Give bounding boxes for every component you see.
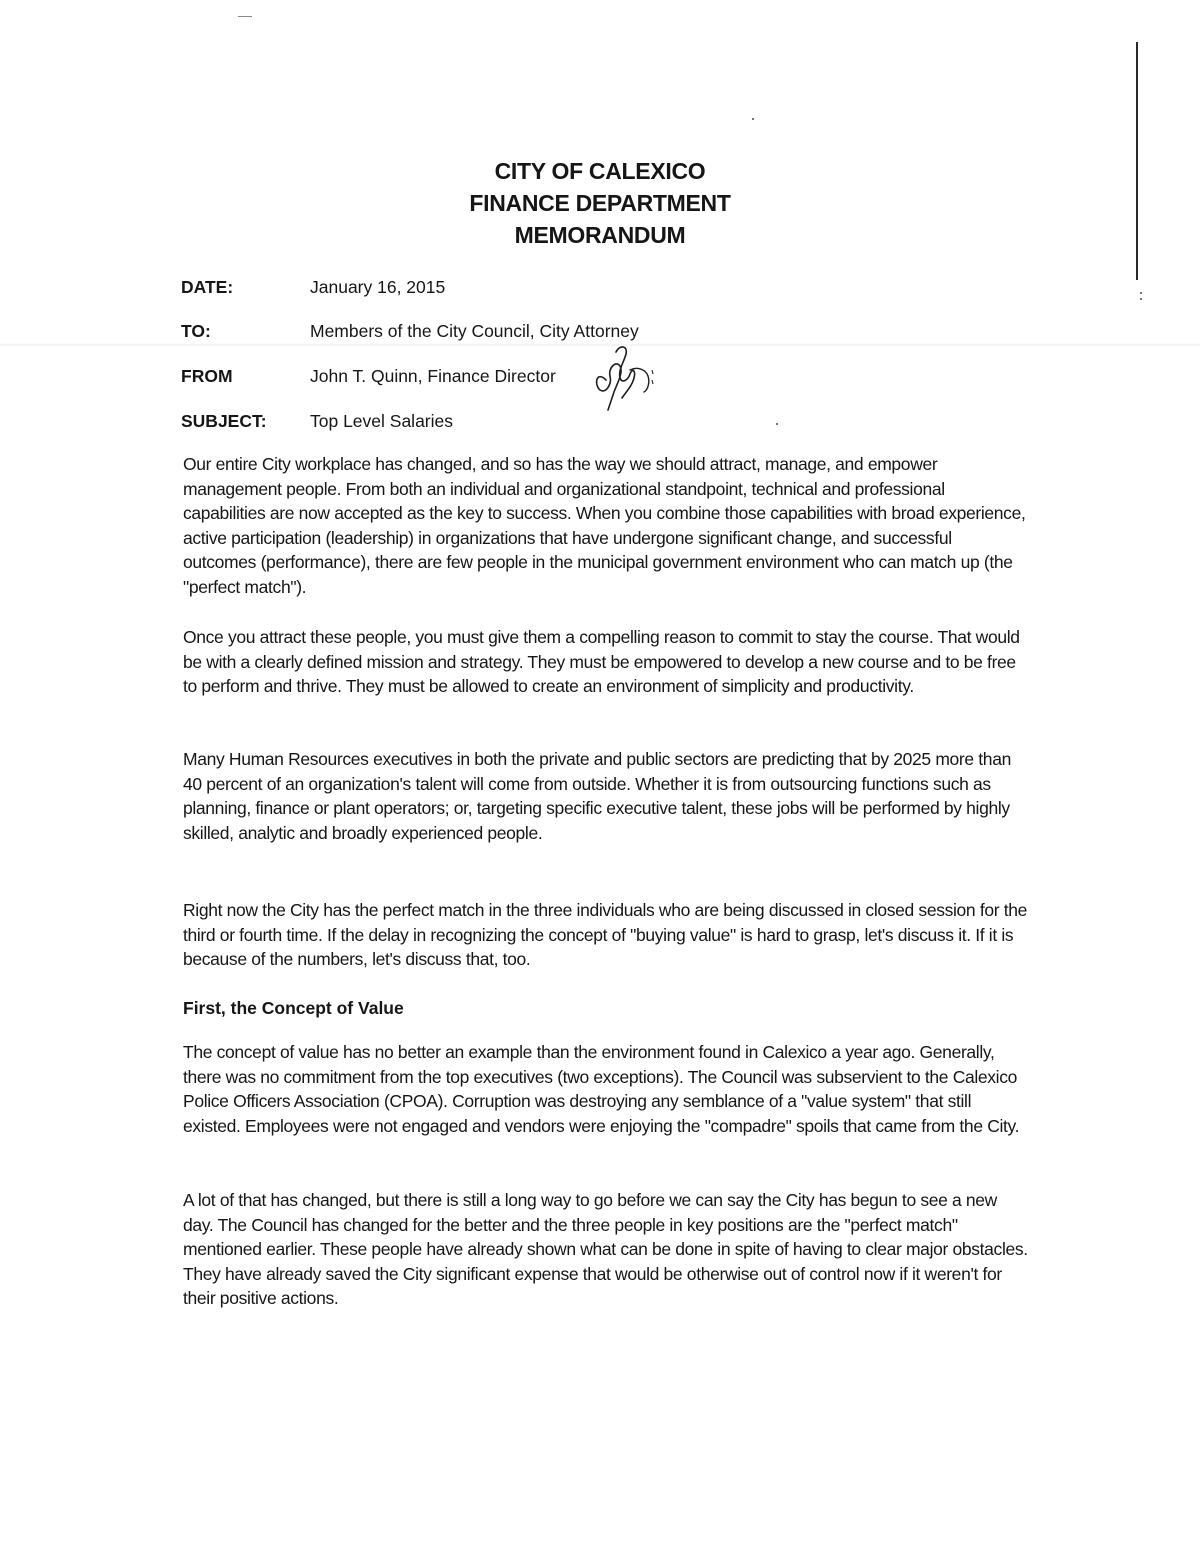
subject-label: SUBJECT: [181,411,267,431]
paragraph-3: Many Human Resources executives in both the private and public sectors are predicting that by 2025 more than 40 percent of an organization's talent will come from outside. Whether it is from outsourcing functions such as planning, finance or plant operators; or, targeting specific executive talent, these jobs will be performed by highly skilled, analytic and broadly experienced people. [183,749,1011,843]
handwritten-initials-signature [586,340,656,414]
memo-header [0,155,1200,251]
header-city: CITY OF CALEXICO [494,158,706,184]
date-label: DATE: [181,277,234,297]
scan-mark [238,16,252,17]
header-memorandum: MEMORANDUM [514,222,686,248]
scan-dot [776,423,778,425]
paragraph-1: Our entire City workplace has changed, and so has the way we should attract, manage, and empower management people. From both an individual and organizational standpoint, technical and professional capabilities are now accepted as the key to success. When you combine those capabilities with broad experience, active participation (leadership) in organizations that have undergone significant change, and successful outcomes (performance), there are few people in the municipal government environment who can match up (the "perfect match"). [183,454,1026,597]
scan-dot [1140,292,1142,294]
scan-dot [752,118,754,120]
date-value: January 16, 2015 [310,277,446,297]
header-department: FINANCE DEPARTMENT [469,190,731,216]
to-label: TO: [181,321,211,341]
from-value: John T. Quinn, Finance Director [310,366,556,386]
section-heading: First, the Concept of Value [183,998,404,1018]
section-paragraph-1: The concept of value has no better an example than the environment found in Calexico a year ago. Generally, there was no commitment from the top executives (two exceptions). The Council was subservient to the Calexico Police Officers Association (CPOA). Corruption was destroying any semblance of a "value system" that still existed. Employees were not engaged and vendors were enjoying the "compadre" spoils that came from the City. [183,1042,1020,1136]
scan-dot [1140,298,1142,300]
to-value: Members of the City Council, City Attorney [310,321,639,341]
from-label: FROM [181,366,233,386]
section-paragraph-2: A lot of that has changed, but there is still a long way to go before we can say the City has begun to see a new day. The Council has changed for the better and the three people in key positions are the "perfect match" mentioned earlier. These people have already shown what can be done in spite of having to clear major obstacles. They have already saved the City significant expense that would be otherwise out of control now if it weren't for their positive actions. [183,1190,1028,1308]
paragraph-2: Once you attract these people, you must give them a compelling reason to commit to stay the course. That would be with a clearly defined mission and strategy. They must be empowered to develop a new course and to be free to perform and thrive. They must be allowed to create an environment of simplicity and productivity. [183,627,1020,696]
subject-value: Top Level Salaries [310,411,453,431]
paragraph-4: Right now the City has the perfect match in the three individuals who are being discussed in closed session for the third or fourth time. If the delay in recognizing the concept of "buying value" is hard to grasp, let's discuss it. If it is because of the numbers, let's discuss that, too. [183,900,1027,969]
